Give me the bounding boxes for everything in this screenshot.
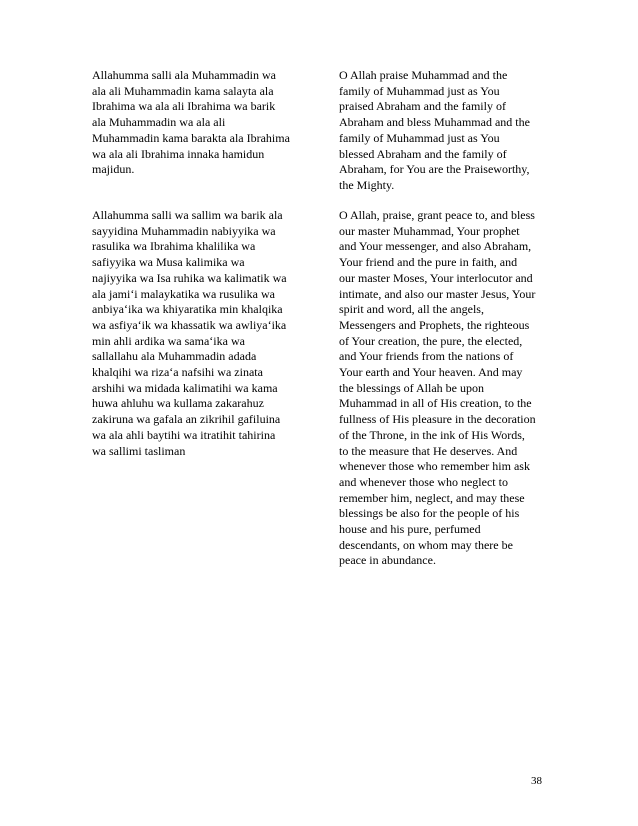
text-line: sallallahu ala Muhammadin adada — [92, 349, 257, 364]
text-line: and Your friends from the nations of — [339, 349, 514, 364]
text-line: arshihi wa midada kalimatihi wa kama — [92, 380, 278, 395]
text-line: khalqihi wa riza‘a nafsihi wa zinata — [92, 365, 263, 380]
text-line: wa sallimi tasliman — [92, 443, 186, 458]
text-line: and Your messenger, and also Abraham, — [339, 239, 532, 254]
text-line: rasulika wa Ibrahima khalilika wa — [92, 239, 256, 254]
text-line: Allahumma salli ala Muhammadin wa — [92, 68, 276, 82]
text-line: wa ala ali Ibrahima innaka hamidun — [92, 146, 265, 161]
text-line: spirit and word, all the angels, — [339, 302, 484, 317]
text-line: Abraham and bless Muhammad and the — [339, 115, 530, 130]
text-line: the blessings of Allah be upon — [339, 380, 484, 395]
text-line: anbiya‘ika wa khiyaratika min khalqika — [92, 302, 283, 317]
text-line: whenever those who remember him ask — [339, 459, 530, 474]
text-line: Your earth and Your heaven. And may — [339, 365, 523, 380]
text-line: remember him, neglect, and may these — [339, 490, 525, 505]
text-line: to the measure that He deserves. And — [339, 443, 518, 458]
text-line: huwa ahluhu wa kullama zakarahuz — [92, 396, 264, 411]
text-line: fullness of His pleasure in the decoration — [339, 412, 536, 427]
text-line: O Allah, praise, grant peace to, and bless — [339, 208, 535, 222]
salawat-extended-translation — [339, 208, 561, 569]
text-line: ala jami‘i malaykatika wa rusulika wa — [92, 286, 275, 301]
text-line: our master Muhammad, Your prophet — [339, 223, 520, 238]
text-line: house and his pure, perfumed — [339, 522, 481, 537]
text-line: of the Throne, in the ink of His Words, — [339, 427, 525, 442]
text-line: sayyidina Muhammadin nabiyyika wa — [92, 223, 276, 238]
text-line: family of Muhammad just as You — [339, 130, 500, 145]
text-line: intimate, and also our master Jesus, Your — [339, 286, 536, 301]
salawat-ibrahimiyya-transliteration — [92, 68, 310, 178]
text-line: peace in abundance. — [339, 553, 436, 568]
text-line: O Allah praise Muhammad and the — [339, 68, 508, 82]
text-line: blessed Abraham and the family of — [339, 146, 507, 161]
text-line: wa ala ahli baytihi wa itratihit tahirina — [92, 427, 276, 442]
text-line: blessings be also for the people of his — [339, 506, 520, 521]
salawat-extended-transliteration — [92, 208, 310, 459]
page-number: 38 — [531, 775, 542, 787]
text-line: our master Moses, Your interlocutor and — [339, 270, 533, 285]
text-line: min ahli ardika wa sama‘ika wa — [92, 333, 245, 348]
text-line: Muhammadin kama barakta ala Ibrahima — [92, 130, 290, 145]
text-line: Abraham, for You are the Praiseworthy, — [339, 162, 530, 177]
text-line: zakiruna wa gafala an zikrihil gafiluina — [92, 412, 281, 427]
text-line: Ibrahima wa ala ali Ibrahima wa barik — [92, 99, 276, 114]
text-line: praised Abraham and the family of — [339, 99, 506, 114]
text-line: and whenever those who neglect to — [339, 474, 508, 489]
text-line: the Mighty. — [339, 177, 395, 192]
salawat-ibrahimiyya-translation — [339, 68, 561, 194]
text-line: of Your creation, the pure, the elected, — [339, 333, 523, 348]
text-line: Muhammad in all of His creation, to the — [339, 396, 532, 411]
text-line: ala Muhammadin wa ala ali — [92, 115, 226, 130]
text-line: Messengers and Prophets, the righteous — [339, 317, 530, 332]
text-line: Allahumma salli wa sallim wa barik ala — [92, 208, 283, 222]
text-line: family of Muhammad just as You — [339, 83, 500, 98]
text-line: safiyyika wa Musa kalimika wa — [92, 255, 245, 270]
text-line: najiyyika wa Isa ruhika wa kalimatik wa — [92, 270, 287, 285]
text-line: wa asfiya‘ik wa khassatik wa awliya‘ika — [92, 317, 287, 332]
text-line: Your friend and the pure in faith, and — [339, 255, 518, 270]
text-line: descendants, on whom may there be — [339, 537, 513, 552]
text-line: ala ali Muhammadin kama salayta ala — [92, 83, 274, 98]
text-line: majidun. — [92, 162, 135, 177]
